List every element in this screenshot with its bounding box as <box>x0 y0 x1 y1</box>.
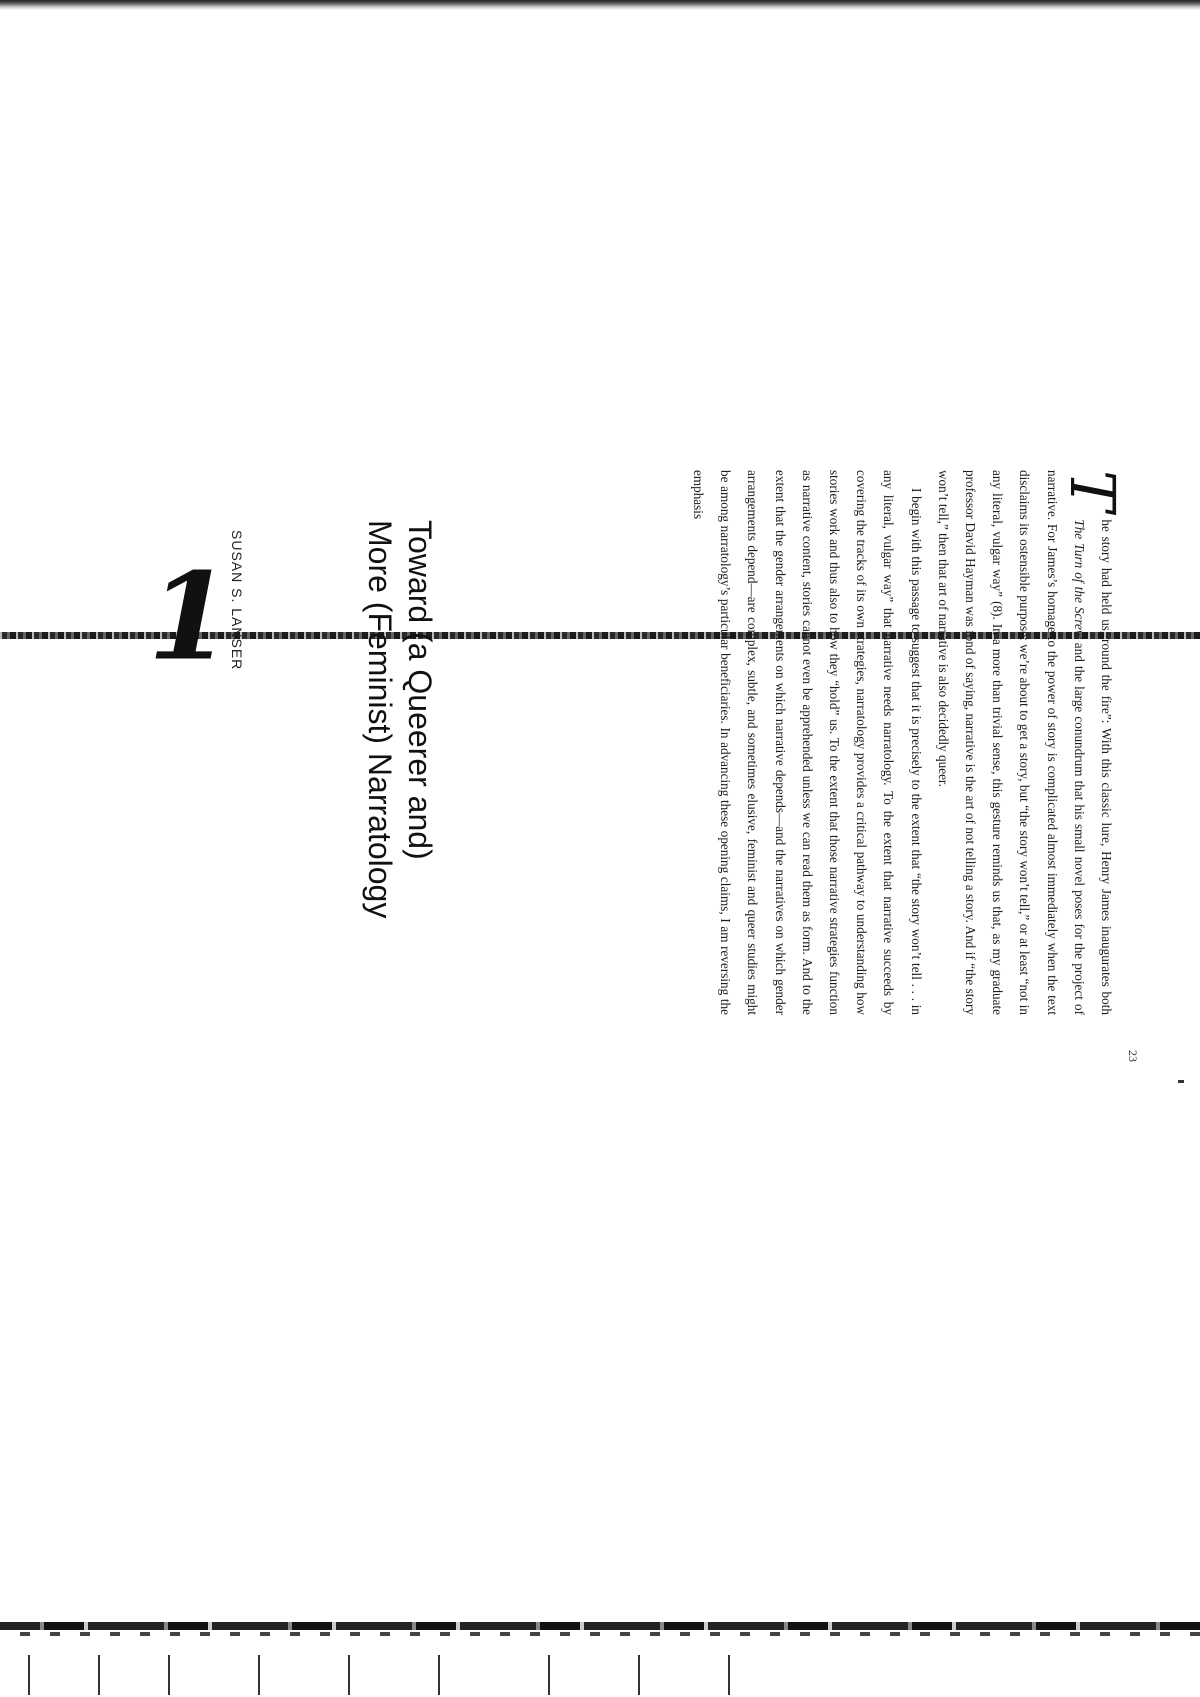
drop-cap: T <box>1056 470 1129 512</box>
scan-dash <box>438 1655 440 1695</box>
page-number: 23 <box>1126 1050 1140 1062</box>
scan-dash <box>638 1655 640 1695</box>
title-line-1: Toward (a Queerer and) <box>402 520 438 860</box>
scan-dash <box>98 1655 100 1695</box>
scan-dash <box>258 1655 260 1695</box>
paragraph-1-text-b: and the large conundrum that his small novel poses for the project of narrative. For James’s homage to the power of story is complicated almost immediately when the text disclaims its ostensible purpose: we’re about to get a story, but “the story won’t tell,” or at least “not in any literal, vulgar way” (8). In a more than trivial sense, this gesture reminds us that, as my graduate professor David Hayman was fond of saying, narrative is the art of not telling a story. And if “the story won’t tell,” then that art of narrative is also decidedly queer. <box>935 470 1087 1015</box>
paragraph-2: I begin with this passage to suggest that it is precisely to the extent that “the story won’t tell . . . in any literal, vulgar way” that narrative needs narratology. To the extent that narrative succeeds by covering the tracks of its own strategies, narratology provides a critical pathway to understanding how stories work and thus also to how they “hold” us. To the extent that those narrative strategies function as narrative content, stories cannot even be apprehended unless we can read them as form. And to the extent that the gender arrangements on which narrative depends—and the narratives on which gender arrangements depend—are complex, subtle, and sometimes elusive, feminist and queer studies might be among narratology’s particular beneficiaries. In advancing these opening claims, I am reversing the emphasis <box>690 470 924 1015</box>
scan-dash <box>728 1655 730 1695</box>
paragraph-1-text-a: he story had held us, round the fire”: With this classic lure, Henry James inaugurates both <box>1099 519 1114 1015</box>
scan-edge-shadow <box>0 0 1200 10</box>
chapter-title <box>360 520 440 1140</box>
scan-dash <box>28 1655 30 1695</box>
body-text <box>685 470 1129 1015</box>
book-title-italic: The Turn of the Screw <box>1071 519 1087 639</box>
scan-artifact-band-secondary <box>0 1632 1200 1636</box>
chapter-number: 1 <box>147 546 232 688</box>
scan-dash <box>348 1655 350 1695</box>
author-name: SUSAN S. LANSER <box>229 530 245 671</box>
scan-artifact-band <box>0 1622 1200 1630</box>
scan-corner-mark <box>1178 1080 1184 1083</box>
scan-dash <box>168 1655 170 1695</box>
scan-dash <box>548 1655 550 1695</box>
title-line-2: More (Feminist) Narratology <box>362 520 398 919</box>
paragraph-1 <box>930 470 1129 1015</box>
